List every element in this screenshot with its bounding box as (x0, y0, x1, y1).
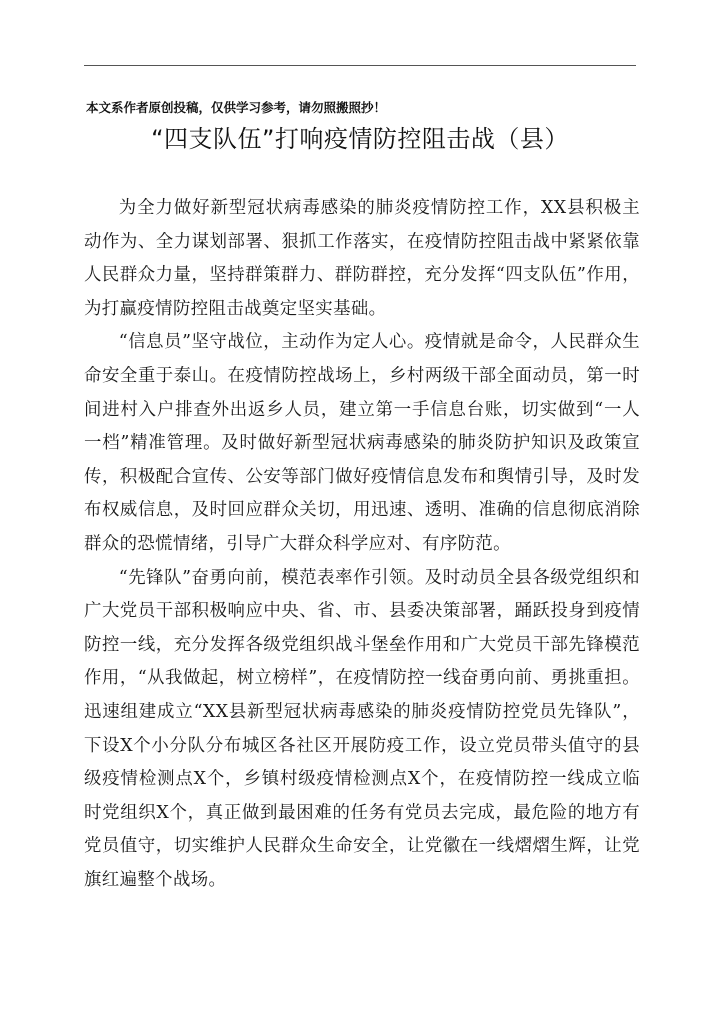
document-body (84, 192, 640, 897)
paragraph-intro: 为全力做好新型冠状病毒感染的肺炎疫情防控工作，XX县积极主动作为、全力谋划部署、狠抓工作落实，在疫情防控阻击战中紧紧依靠人民群众力量，坚持群策群力、群防群控，充分发挥“四支队伍”作用，为打赢疫情防控阻击战奠定坚实基础。 (84, 198, 640, 319)
header-rule (84, 65, 636, 66)
paragraph-informants: “信息员”坚守战位，主动作为定人心。疫情就是命令，人民群众生命安全重于泰山。在疫情防控战场上，乡村两级干部全面动员，第一时间进村入户排查外出返乡人员，建立第一手信息台账，切实做到“一人一档”精准管理。及时做好新型冠状病毒感染的肺炎防护知识及政策宣传，积极配合宣传、公安等部门做好疫情信息发布和舆情引导，及时发布权威信息，及时回应群众关切，用迅速、透明、准确的信息彻底消除群众的恐慌情绪，引导广大群众科学应对、有序防范。 (84, 332, 640, 554)
copyright-notice: 本文系作者原创投稿，仅供学习参考，请勿照搬照抄！ (86, 100, 387, 115)
paragraph-vanguard: “先锋队”奋勇向前，模范表率作引领。及时动员全县各级党组织和广大党员干部积极响应中央、省、市、县委决策部署，踊跃投身到疫情防控一线，充分发挥各级党组织战斗堡垒作用和广大党员干部先锋模范作用，“从我做起，树立榜样”，在疫情防控一线奋勇向前、勇挑重担。迅速组建成立“XX县新型冠状病毒感染的肺炎疫情防控党员先锋队”，下设X个小分队分布城区各社区开展防疫工作，设立党员带头值守的县级疫情检测点X个，乡镇村级疫情检测点X个，在疫情防控一线成立临时党组织X个，真正做到最困难的任务有党员去完成，最危险的地方有党员值守，切实维护人民群众生命安全，让党徽在一线熠熠生辉，让党旗红遍整个战场。 (84, 567, 640, 890)
document-title: “四支队伍”打响疫情防控阻击战（县） (151, 125, 569, 153)
